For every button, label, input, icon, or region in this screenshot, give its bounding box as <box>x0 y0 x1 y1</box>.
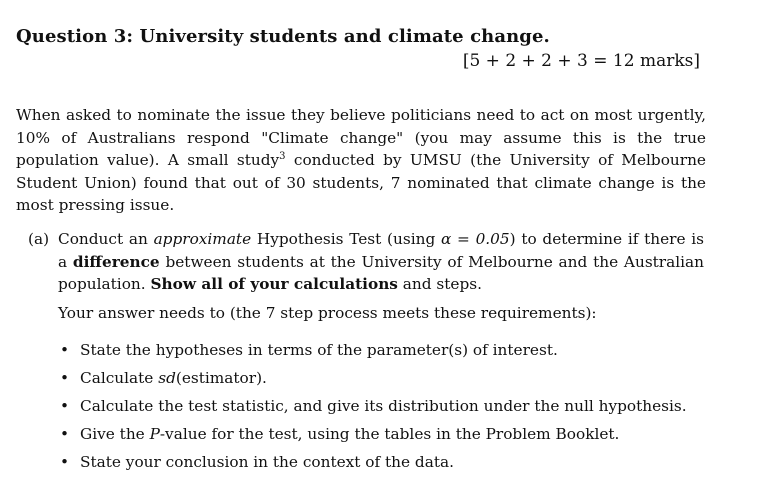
intro-text-1: When asked to nominate the issue they believe politicians need to act on most urgently, 10% of Australians respond "Climate change" (you may assume this is the true population value). A small study <box>16 106 706 169</box>
part-a-text: and steps. <box>397 275 482 293</box>
part-a-text: Conduct an <box>58 230 154 248</box>
bullet-icon: • <box>60 369 70 387</box>
bullet-icon: • <box>60 425 70 443</box>
part-a-bold-difference: difference <box>72 252 160 271</box>
requirement-item: • Give the P-value for the test, using the tables in the Problem Booklet. <box>60 425 620 443</box>
bullet-icon: • <box>60 341 70 359</box>
part-a <box>28 228 704 479</box>
requirements-intro: Your answer needs to (the 7 step process meets these requirements): <box>58 303 597 322</box>
part-a-bold-calculations: Show all of your calculations <box>150 275 398 293</box>
footnote-reference: 3 <box>279 151 286 162</box>
requirement-item: • Calculate sd(estimator). <box>60 369 267 387</box>
significance-level: α = 0.05 <box>440 230 510 248</box>
intro-paragraph <box>16 104 706 217</box>
part-a-text: Hypothesis Test (using <box>251 230 441 248</box>
bullet-icon: • <box>60 397 70 415</box>
intro-text-2: conducted by UMSU (the University of Melbourne Student Union) found that out of 30 students, 7 nominated that climate change is the most pressing issue. <box>16 151 706 214</box>
part-a-text: ) to determine if there is a <box>58 230 704 271</box>
part-a-emphasis-approximate: approximate <box>153 230 252 248</box>
bullet-icon: • <box>60 453 70 471</box>
requirement-item: • Calculate the test statistic, and give its distribution under the null hypothesis. <box>60 397 687 415</box>
question-title: Question 3: University students and climate change. <box>16 26 550 47</box>
requirement-item: • State the hypotheses in terms of the parameter(s) of interest. <box>60 341 558 359</box>
part-a-instructions <box>58 228 704 296</box>
part-a-text: between students at the University of Melbourne and the Australian population. <box>58 252 705 293</box>
marks-breakdown: [5 + 2 + 2 + 3 = 12 marks] <box>462 51 700 71</box>
requirements-list <box>28 339 704 479</box>
requirement-item: • State your conclusion in the context of the data. <box>60 453 454 471</box>
part-a-label: (a) <box>28 230 50 248</box>
